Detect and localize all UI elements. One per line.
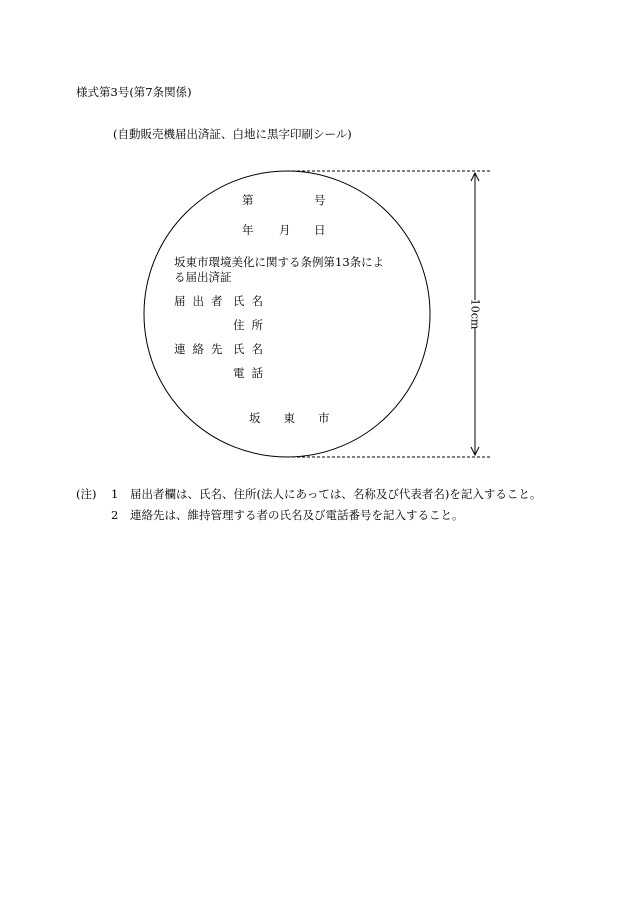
applicant-name-label: 氏名 [233,294,270,308]
number-suffix: 号 [314,193,326,207]
applicant-label: 届出者 [174,294,230,308]
note-2-text: 連絡先は、維持管理する者の氏名及び電話番号を記入すること。 [130,508,464,522]
statement-line-2: る届出済証 [174,270,232,284]
date-month: 月 [279,223,291,237]
date-day: 日 [314,223,326,237]
note-2-number: 2 [111,508,119,522]
contact-label: 連絡先 [174,342,230,356]
note-1-text: 届出者欄は、氏名、住所(法人にあっては、名称及び代表者名)を記入すること。 [130,487,542,501]
applicant-address-label: 住所 [233,318,270,332]
number-prefix: 第 [242,193,254,207]
phone-label: 電話 [233,366,270,380]
dimension-label: 10cm [468,298,482,330]
issuer: 坂東市 [249,411,353,425]
contact-name-label: 氏名 [233,342,270,356]
subtitle: (自動販売機届出済証、白地に黒字印刷シール) [113,127,352,141]
date-year: 年 [242,223,254,237]
notes-prefix: (注) [76,487,97,501]
form-title: 様式第3号(第7条関係) [76,85,192,99]
note-1-number: 1 [111,487,119,501]
statement-line-1: 坂東市環境美化に関する条例第13条によ [174,255,385,269]
